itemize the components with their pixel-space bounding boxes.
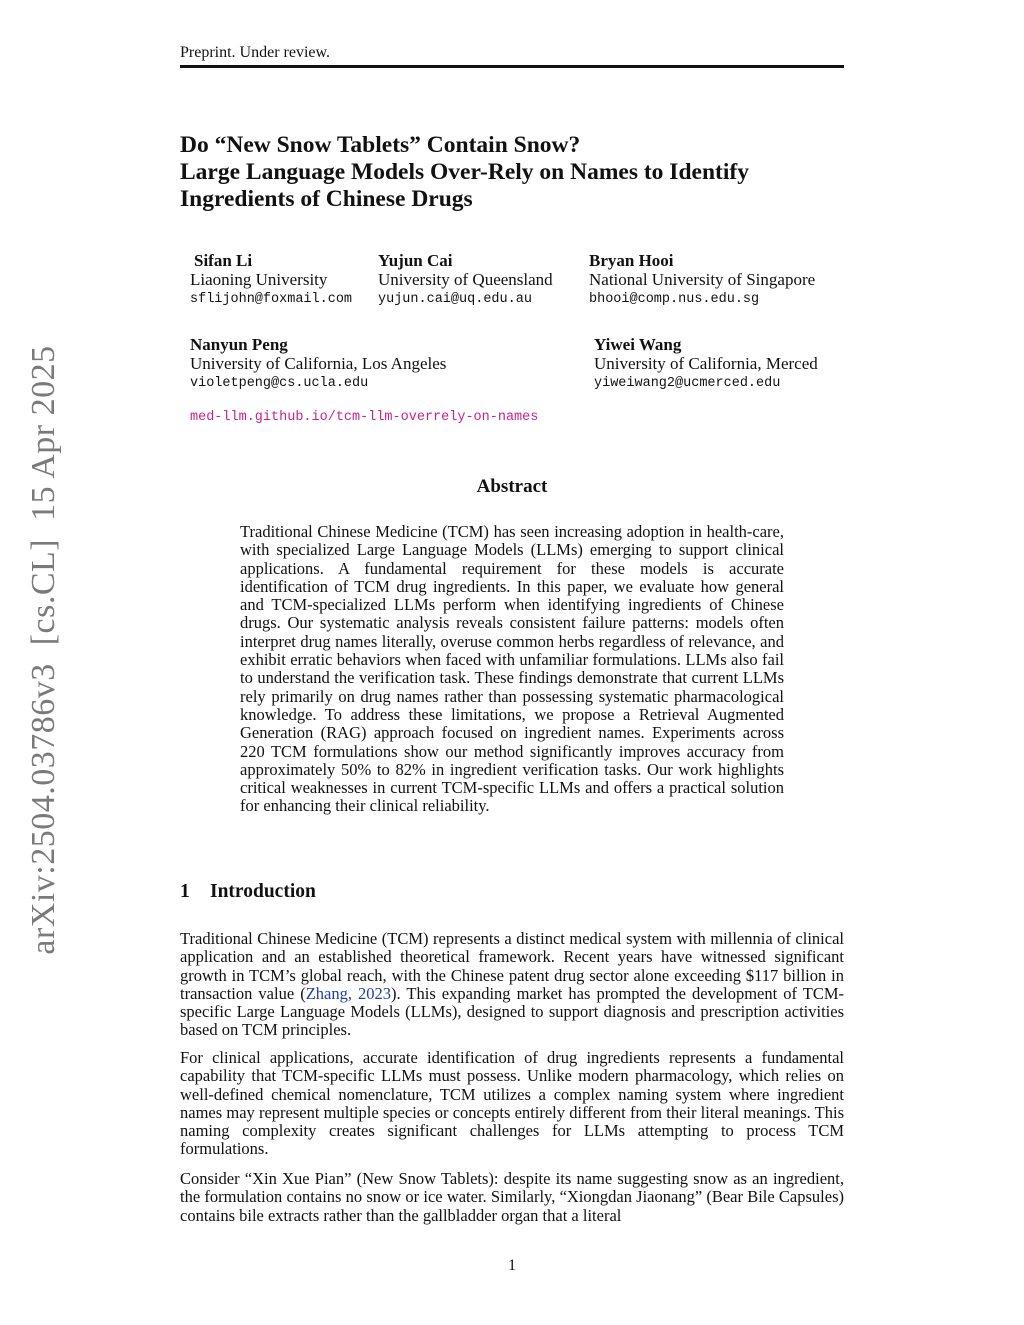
section-number: 1: [180, 881, 190, 902]
intro-paragraph-3: Consider “Xin Xue Pian” (New Snow Tablets): despite its name suggesting snow as an ingredient, the formulation contains no snow or ice water. Similarly, “Xiongdan Jiaonang” (Bear Bile Capsules) contains bile extracts rather than the gallbladder organ that a literal: [180, 1169, 844, 1225]
citation-link[interactable]: Zhang, 2023: [305, 983, 392, 1003]
author-affiliation: University of California, Los Angeles: [190, 354, 447, 373]
author-email: violetpeng@cs.ucla.edu: [190, 376, 369, 391]
abstract-body: Traditional Chinese Medicine (TCM) has seen increasing adoption in health-care, with specialized Large Language Models (LLMs) emerging to support clinical applications. A fundamental requirement for these models is accurate identification of TCM drug ingredients. In this paper, we evaluate how general and TCM-specialized LLMs perform when identifying ingredients of Chinese drugs. Our systematic analysis reveals consistent failure patterns: models often interpret drug names literally, overuse common herbs regardless of relevance, and exhibit erratic behaviors when faced with unfamiliar formulations. LLMs also fail to understand the verification task. These findings demonstrate that current LLMs rely primarily on drug names rather than possessing systematic pharmacological knowledge. To address these limitations, we propose a Retrieval Augmented Generation (RAG) approach focused on ingredient names. Experiments across 220 TCM formulations show our method significantly improves accuracy from approximately 50% to 82% in ingredient verification tasks. Our work highlights critical weaknesses in current TCM-specific LLMs and offers a practical solution for enhancing their clinical reliability.: [240, 522, 784, 816]
title-line-1: Do “New Snow Tablets” Contain Snow?: [180, 132, 581, 158]
abstract-heading: Abstract: [476, 476, 548, 497]
running-header: Preprint. Under review.: [180, 44, 331, 61]
intro-paragraph-2: For clinical applications, accurate identification of drug ingredients represents a fundamental capability that TCM-specific LLMs must possess. Unlike modern pharmacology, which relies on well-defined chemical nomenclature, TCM utilizes a complex naming system where ingredient names may represent multiple species or concepts entirely different from their literal meanings. This naming complexity creates significant challenges for LLMs attempting to process TCM formulations.: [180, 1048, 844, 1159]
author-affiliation: National University of Singapore: [589, 270, 816, 289]
author-affiliation: University of Queensland: [378, 270, 553, 289]
author-name: Yiwei Wang: [594, 335, 682, 354]
section-heading-introduction: [180, 881, 316, 903]
author-name: Nanyun Peng: [190, 335, 288, 354]
header-rule: [180, 65, 844, 68]
author-block-bryan-hooi: [589, 251, 815, 309]
author-affiliation: University of California, Merced: [594, 354, 818, 373]
author-email: yiweiwang2@ucmerced.edu: [594, 376, 781, 391]
author-name: Yujun Cai: [378, 251, 453, 270]
author-name: Sifan Li: [194, 251, 253, 270]
author-name: Bryan Hooi: [589, 251, 674, 270]
title-line-3: Ingredients of Chinese Drugs: [180, 186, 473, 212]
page-number: 1: [508, 1257, 516, 1274]
intro-paragraph-1: [180, 930, 844, 1040]
title-line-2: Large Language Models Over-Rely on Names to Identify: [180, 159, 749, 185]
author-email: yujun.cai@uq.edu.au: [378, 292, 532, 307]
paragraph-text: Traditional Chinese Medicine (TCM) represents a distinct medical system with millennia of clinical application and an established theoretical framework. Recent years have witnessed significant growth in TCM’s global reach, with the Chinese patent drug sector alone exceeding $117 billion in transaction value (: [180, 929, 844, 1003]
author-affiliation: Liaoning University: [190, 270, 328, 289]
author-block-sifan-li: [190, 251, 353, 309]
author-block-nanyun-peng: [190, 335, 446, 393]
paragraph-text: ). This expanding market has prompted the development of TCM-specific Large Language Models (LLMs), designed to support diagnosis and prescription activities based on TCM principles.: [180, 983, 844, 1040]
arxiv-identifier-stamp: arXiv:2504.03786v3 [cs.CL] 15 Apr 2025: [25, 345, 62, 955]
author-block-yujun-cai: [378, 251, 553, 309]
section-title: Introduction: [210, 881, 316, 902]
project-page-link[interactable]: med-llm.github.io/tcm-llm-overrely-on-names: [190, 410, 539, 425]
author-email: sflijohn@foxmail.com: [190, 292, 353, 307]
author-block-yiwei-wang: [594, 335, 818, 393]
paper-title: [180, 132, 860, 213]
author-email: bhooi@comp.nus.edu.sg: [589, 292, 760, 307]
